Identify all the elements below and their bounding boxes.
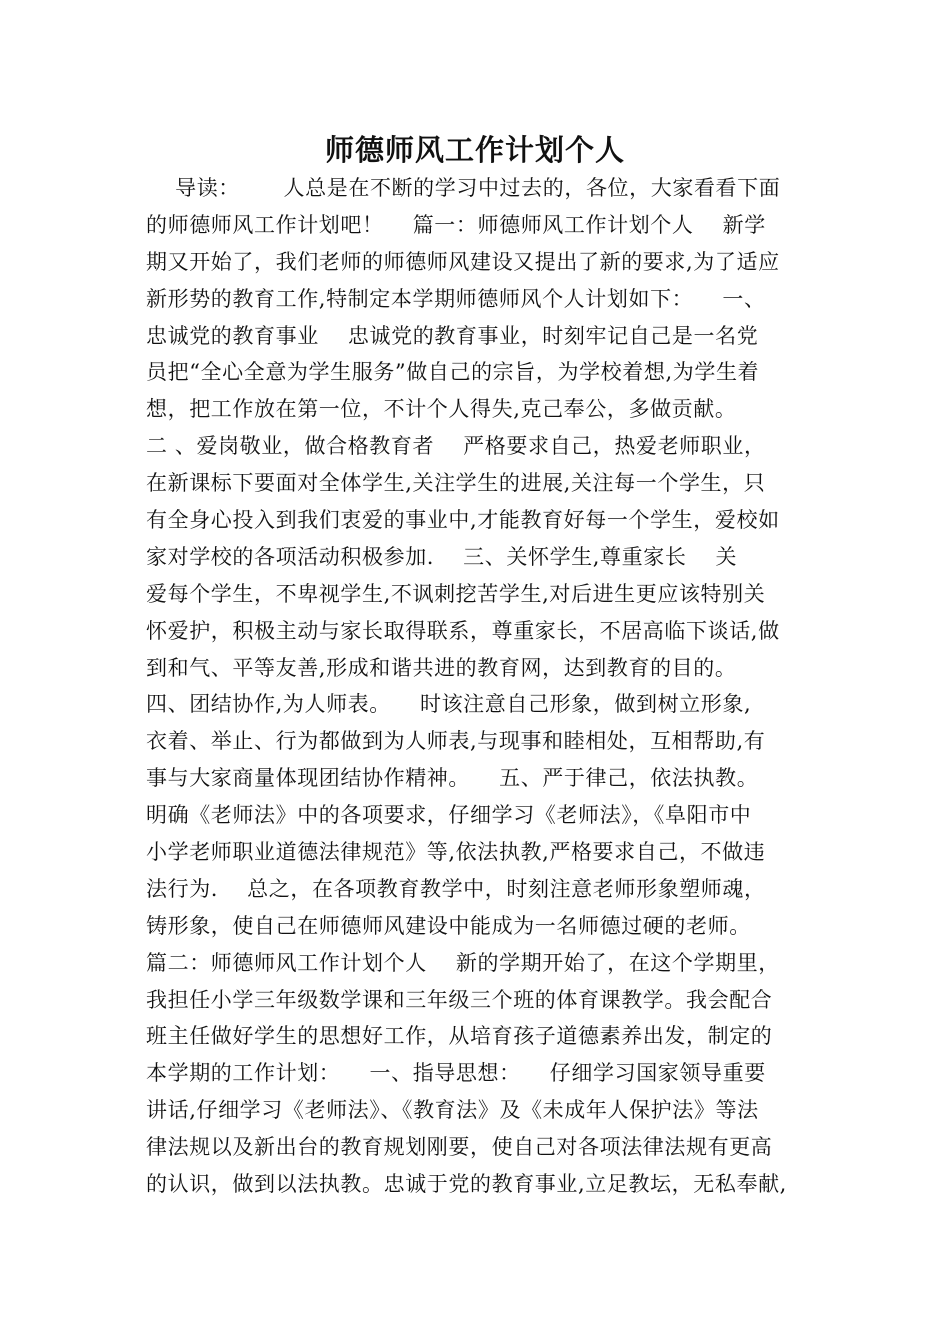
body-text-line: 小学老师职业道德法律规范》等,依法执教,严格要求自己，不做违: [146, 840, 766, 865]
document-body: [146, 170, 826, 1203]
body-text-line: 有全身心投入到我们衷爱的事业中,才能教育好每一个学生，爱校如: [146, 508, 780, 533]
body-text-line: 篇二：师德师风工作计划个人 新的学期开始了，在这个学期里，: [146, 950, 780, 975]
body-text-line: 法行为. 总之，在各项教育教学中，时刻注意老师形象塑师魂，: [146, 876, 766, 901]
body-text-line: 本学期的工作计划： 一、指导思想： 仔细学习国家领导重要: [146, 1061, 766, 1086]
body-text-line: 期又开始了，我们老师的师德师风建设又提出了新的要求,为了适应: [146, 249, 780, 274]
body-text-line: 讲话,仔细学习《老师法》、《教育法》及《未成年人保护法》等法: [146, 1098, 759, 1123]
body-text-line: 我担任小学三年级数学课和三年级三个班的体育课教学。我会配合: [146, 987, 773, 1012]
body-text-line: 的师德师风工作计划吧！ 篇一：师德师风工作计划个人 新学: [146, 212, 766, 237]
body-text-line: 的认识，做到以法执教。忠诚于党的教育事业,立足教坛，无私奉献,: [146, 1172, 787, 1197]
body-text-line: 爱每个学生，不卑视学生,不讽刺挖苦学生,对后进生更应该特别关: [146, 581, 766, 606]
document-title: 师德师风工作计划个人: [324, 133, 625, 167]
body-text-line: 律法规以及新出台的教育规划刚要，使自己对各项法律法规有更高: [146, 1135, 773, 1160]
body-text-line: 四、团结协作,为人师表。 时该注意自己形象，做到树立形象,: [146, 692, 752, 717]
body-text-line: 明确《老师法》中的各项要求，仔细学习《老师法》，《阜阳市中: [146, 803, 752, 828]
body-text-line: 家对学校的各项活动积极参加. 三、关怀学生,尊重家长 关: [146, 544, 738, 569]
body-text-line: 导读： 人总是在不断的学习中过去的，各位，大家看看下面: [146, 176, 781, 200]
body-text-line: 在新课标下要面对全体学生,关注学生的进展,关注每一个学生，只: [146, 471, 766, 496]
body-text-line: 事与大家商量体现团结协作精神。 五、严于律己，依法执教。: [146, 766, 759, 791]
body-text-line: 新形势的教育工作,特制定本学期师德师风个人计划如下： 一、: [146, 286, 766, 311]
body-text-line: 二 、爱岗敬业，做合格教育者 严格要求自己，热爱老师职业，: [146, 434, 766, 459]
body-text-line: 员把“全心全意为学生服务”做自己的宗旨，为学校着想,为学生着: [146, 360, 760, 385]
body-text-line: 衣着、举止、行为都做到为人师表,与现事和睦相处，互相帮助,有: [146, 729, 766, 754]
body-text-line: 想，把工作放在第一位，不计个人得失,克己奉公，多做贡献。: [146, 397, 737, 422]
body-text-line: 铸形象，使自己在师德师风建设中能成为一名师德过硬的老师。: [146, 913, 751, 938]
body-text-line: 忠诚党的教育事业 忠诚党的教育事业，时刻牢记自己是一名党: [146, 323, 759, 348]
body-text-line: 班主任做好学生的思想好工作，从培育孩子道德素养出发，制定的: [146, 1024, 773, 1049]
body-text-line: 到和气、平等友善,形成和谐共进的教育网，达到教育的目的。: [146, 655, 737, 680]
body-text-line: 怀爱护，积极主动与家长取得联系，尊重家长，不居高临下谈话,做: [146, 618, 780, 643]
